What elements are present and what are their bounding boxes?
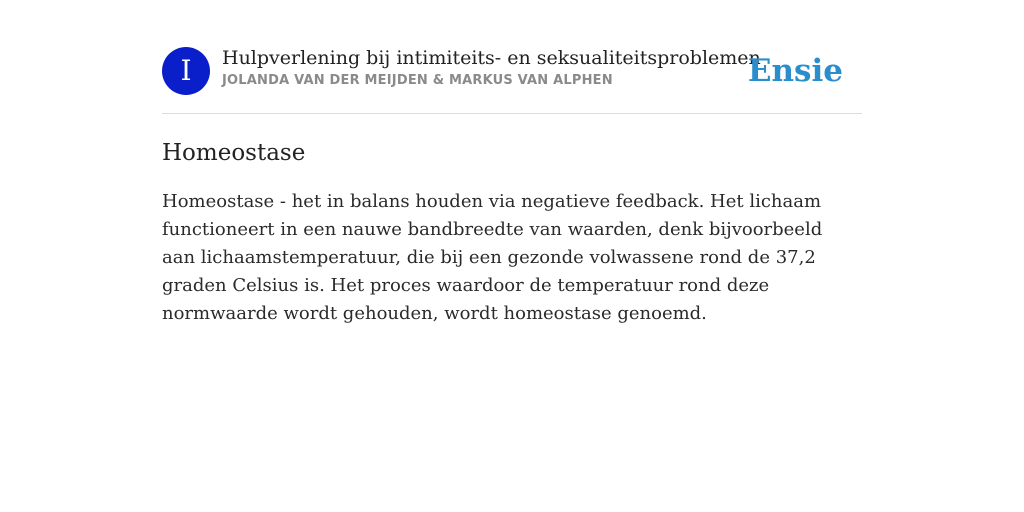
book-info	[222, 44, 761, 91]
book-title[interactable]: Hulpverlening bij intimiteits- en seksualiteitsproblemen	[222, 47, 761, 69]
ensie-logo[interactable]: Ensie	[747, 53, 843, 89]
book-avatar: I	[162, 47, 210, 95]
entry-card	[162, 44, 862, 328]
entry-body: Homeostase - het in balans houden via negatieve feedback. Het lichaam functioneert in een nauwe bandbreedte van waarden, denk bijvoorbeeld aan lichaamstemperatuur, die bij een gezonde volwassene rond de 37,2 graden Celsius is. Het proces waardoor de temperatuur rond deze normwaarde wordt gehouden, wordt homeostase genoemd.	[162, 191, 823, 324]
book-authors: JOLANDA VAN DER MEIJDEN & MARKUS VAN ALPHEN	[222, 73, 613, 88]
card-header	[162, 44, 862, 114]
entry-title: Homeostase	[162, 140, 306, 166]
